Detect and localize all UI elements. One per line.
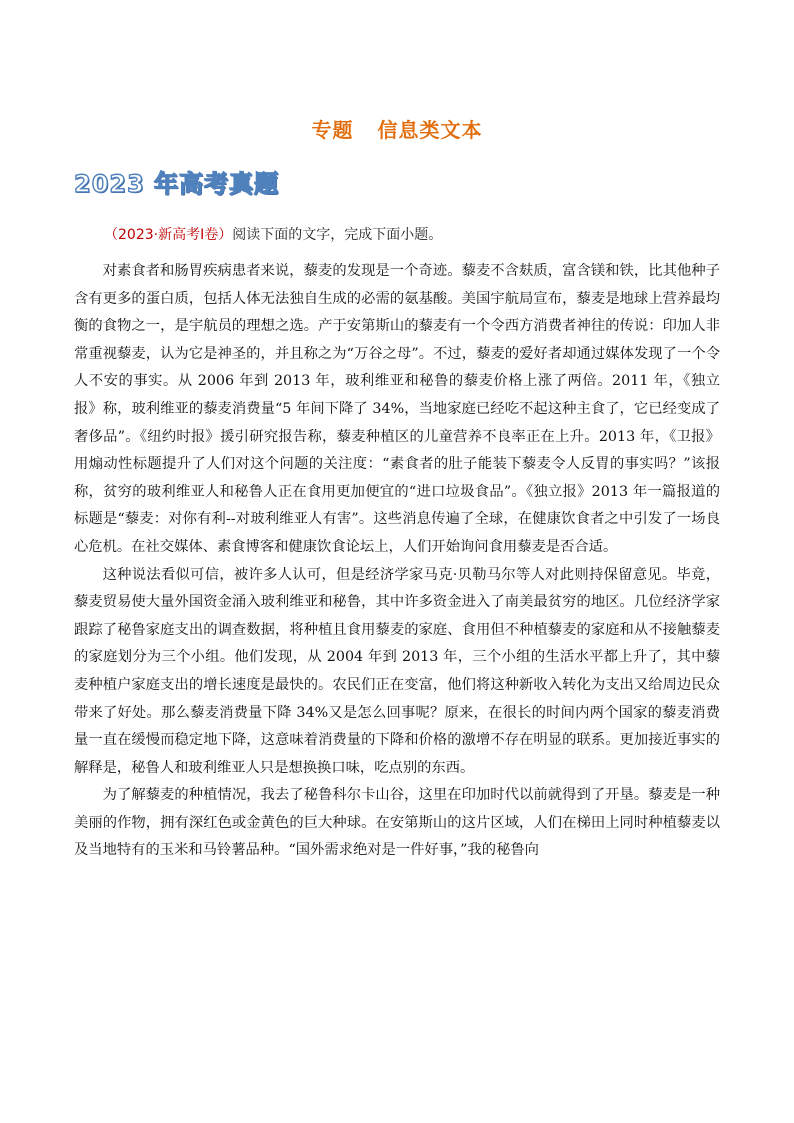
passage-paragraph: 为了解藜麦的种植情况，我去了秘鲁科尔卡山谷，这里在印加时代以前就得到了开垦。藜麦是一种美丽的作物，拥有深红色或金黄色的巨大种球。在安第斯山的这片区域，人们在梯田上同时种植藜麦以及当地特有的玉米和马铃薯品种。“国外需求绝对是一件好事，”我的秘鲁向	[74, 787, 720, 859]
passage-body	[74, 258, 720, 865]
question-source: （2023·新高考Ⅰ卷）	[104, 227, 233, 243]
question-instruction: 阅读下面的文字，完成下面小题。	[232, 227, 443, 243]
passage-paragraph: 对素食者和肠胃疾病患者来说，藜麦的发现是一个奇迹。藜麦不含麸质，富含镁和铁，比其他种子含有更多的蛋白质，包括人体无法独自生成的必需的氨基酸。美国宇航局宣布，藜麦是地球上营养最均衡的食物之一，是宇航员的理想之选。产于安第斯山的藜麦有一个令西方消费者神往的传说：印加人非常重视藜麦，认为它是神圣的，并且称之为“万谷之母”。不过，藜麦的爱好者却通过媒体发现了一个令人不安的事实。从 2006 年到 2013 年，玻利维亚和秘鲁的藜麦价格上涨了两倍。2011 年，《独立报》称，玻利维亚的藜麦消费量“5 年间下降了 34%，当地家庭已经吃不起这种主食了，它已经变成了奢侈品”。《纽约时报》援引研究报告称，藜麦种植区的儿童营养不良率正在上升。2013 年，《卫报》用煽动性标题提升了人们对这个问题的关注度：“素食者的肚子能装下藜麦令人反胃的事实吗？”该报称，贫穷的玻利维亚人和秘鲁人正在食用更加便宜的“进口垃圾食品”。《独立报》2013 年一篇报道的标题是“藜麦：对你有利--对玻利维亚人有害”。这些消息传遍了全球，在健康饮食者之中引发了一场良心危机。在社交媒体、素食博客和健康饮食论坛上，人们开始询问食用藜麦是否合适。	[74, 263, 720, 555]
title-part-name: 信息类文本	[377, 118, 483, 142]
section-heading: 2023 年高考真题	[74, 170, 280, 198]
title-part-topic: 专题	[311, 118, 354, 142]
question-prompt	[104, 224, 442, 244]
page-title	[0, 114, 794, 143]
passage-paragraph: 这种说法看似可信，被许多人认可，但是经济学家马克·贝勒马尔等人对此则持保留意见。毕竟，藜麦贸易使大量外国资金涌入玻利维亚和秘鲁，其中许多资金进入了南美最贫穷的地区。几位经济学家跟踪了秘鲁家庭支出的调查数据，将种植且食用藜麦的家庭、食用但不种植藜麦的家庭和从不接触藜麦的家庭划分为三个小组。他们发现，从 2004 年到 2013 年，三个小组的生活水平都上升了，其中藜麦种植户家庭支出的增长速度是最快的。农民们正在变富，他们将这种新收入转化为支出又给周边民众带来了好处。那么藜麦消费量下降 34%又是怎么回事呢？原来，在很长的时间内两个国家的藜麦消费量一直在缓慢而稳定地下降，这意味着消费量的下降和价格的激增不存在明显的联系。更加接近事实的解释是，秘鲁人和玻利维亚人只是想换换口味，吃点别的东西。	[74, 566, 720, 776]
